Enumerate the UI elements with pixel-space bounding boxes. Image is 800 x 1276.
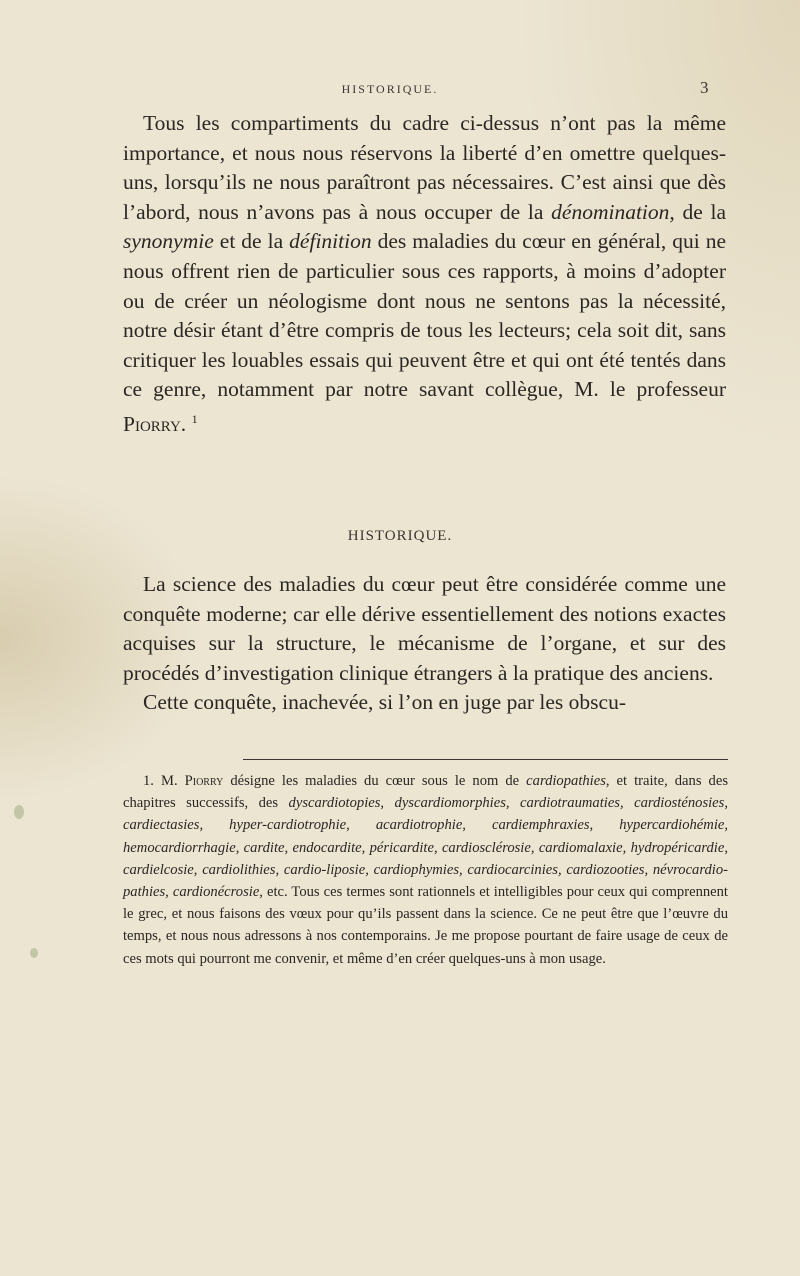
footnote-term-list: dyscardiotopies, dyscardiomorphies, cardiotraumaties, cardiosténosies, cardiectasies, hyper-cardiotrophie, acardiotrophie, cardiemphraxies, hypercardiohémie, hemocardiorrhagie, cardite, endocardite, péricardite, cardiosclérosie, cardiomalaxie, hydropéricardie, cardielcosie, cardiolithies, cardio-liposie, cardiophymies, cardiocarcinies, cardiozooties, névrocardio-pathies, cardionécrosie, [123,795,728,901]
paper-stain [14,805,24,819]
intro-emphasis: synonymie [123,229,214,254]
intro-text: et de la [213,229,290,254]
running-head [0,78,800,104]
intro-text: des maladies du cœur en général, qui ne nous offrent rien de particulier sous ces rapports, à moins d’adopter ou de créer un néologisme dont nous ne sentons pas la nécessité, notre désir étant d’être compris de tous les lecteurs; cela soit dit, sans critiquer les louables essais qui peuvent être et qui ont été tentés dans ce genre, notamment par notre savant collègue, M. le professeur [123,229,727,402]
footnote-number: 1. M. [143,773,178,789]
page-number: 3 [700,78,709,97]
section-paragraph: Cette conquête, inachevée, si l’on en juge par les obscu- [143,690,626,715]
footnote-text: désigne les maladies du cœur sous le nom de [223,773,527,789]
footnote-text: etc. Tous ces termes sont rationnels et intelligibles pour ceux qui comprennent le grec, et nous faisons des vœux pour qu’ils passent dans la science. Ce ne peut être que l’œuvre du temps, et nous nous adressons à nos contemporains. Je me propose pourtant de faire usage de ceux de ces mots qui pourront me convenir, et même d’en créer quelques-uns à mon usage. [123,884,728,967]
intro-emphasis: dénomination, [551,199,675,224]
footnote-author: Piorry [184,773,224,789]
intro-text: Tous les compartiments du cadre ci-dessus n’ont pas la même importance, et nous nous réservons la liberté d’en omettre quelques-uns, lorsqu’ils ne nous paraîtront pas nécessaires. C’est ainsi que dès l’abord, nous n’avons pas à nous occuper de la [123,111,726,224]
intro-paragraph [123,109,726,440]
paper-stain [30,948,38,958]
footnote-reference: 1 [191,411,198,426]
section-body [123,570,726,718]
section-paragraph: La science des maladies du cœur peut être considérée comme une conquête moderne; car elle dérive essentiellement des notions exactes acquises sur la structure, le mécanisme de l’organe, et sur des procédés d’investigation clinique étrangers à la pratique des anciens. [123,572,726,685]
author-name: Piorry. [123,412,187,437]
intro-text: de la [674,199,726,224]
footnote-rule [243,759,728,760]
footnote-text: , et traite, dans des chapitres successifs, des [123,773,728,812]
footnote-emphasis: cardiopathies [526,773,606,789]
section-heading: HISTORIQUE. [347,528,453,544]
footnote [123,770,728,970]
intro-emphasis: définition [289,229,372,254]
running-title: HISTORIQUE. [341,82,439,96]
